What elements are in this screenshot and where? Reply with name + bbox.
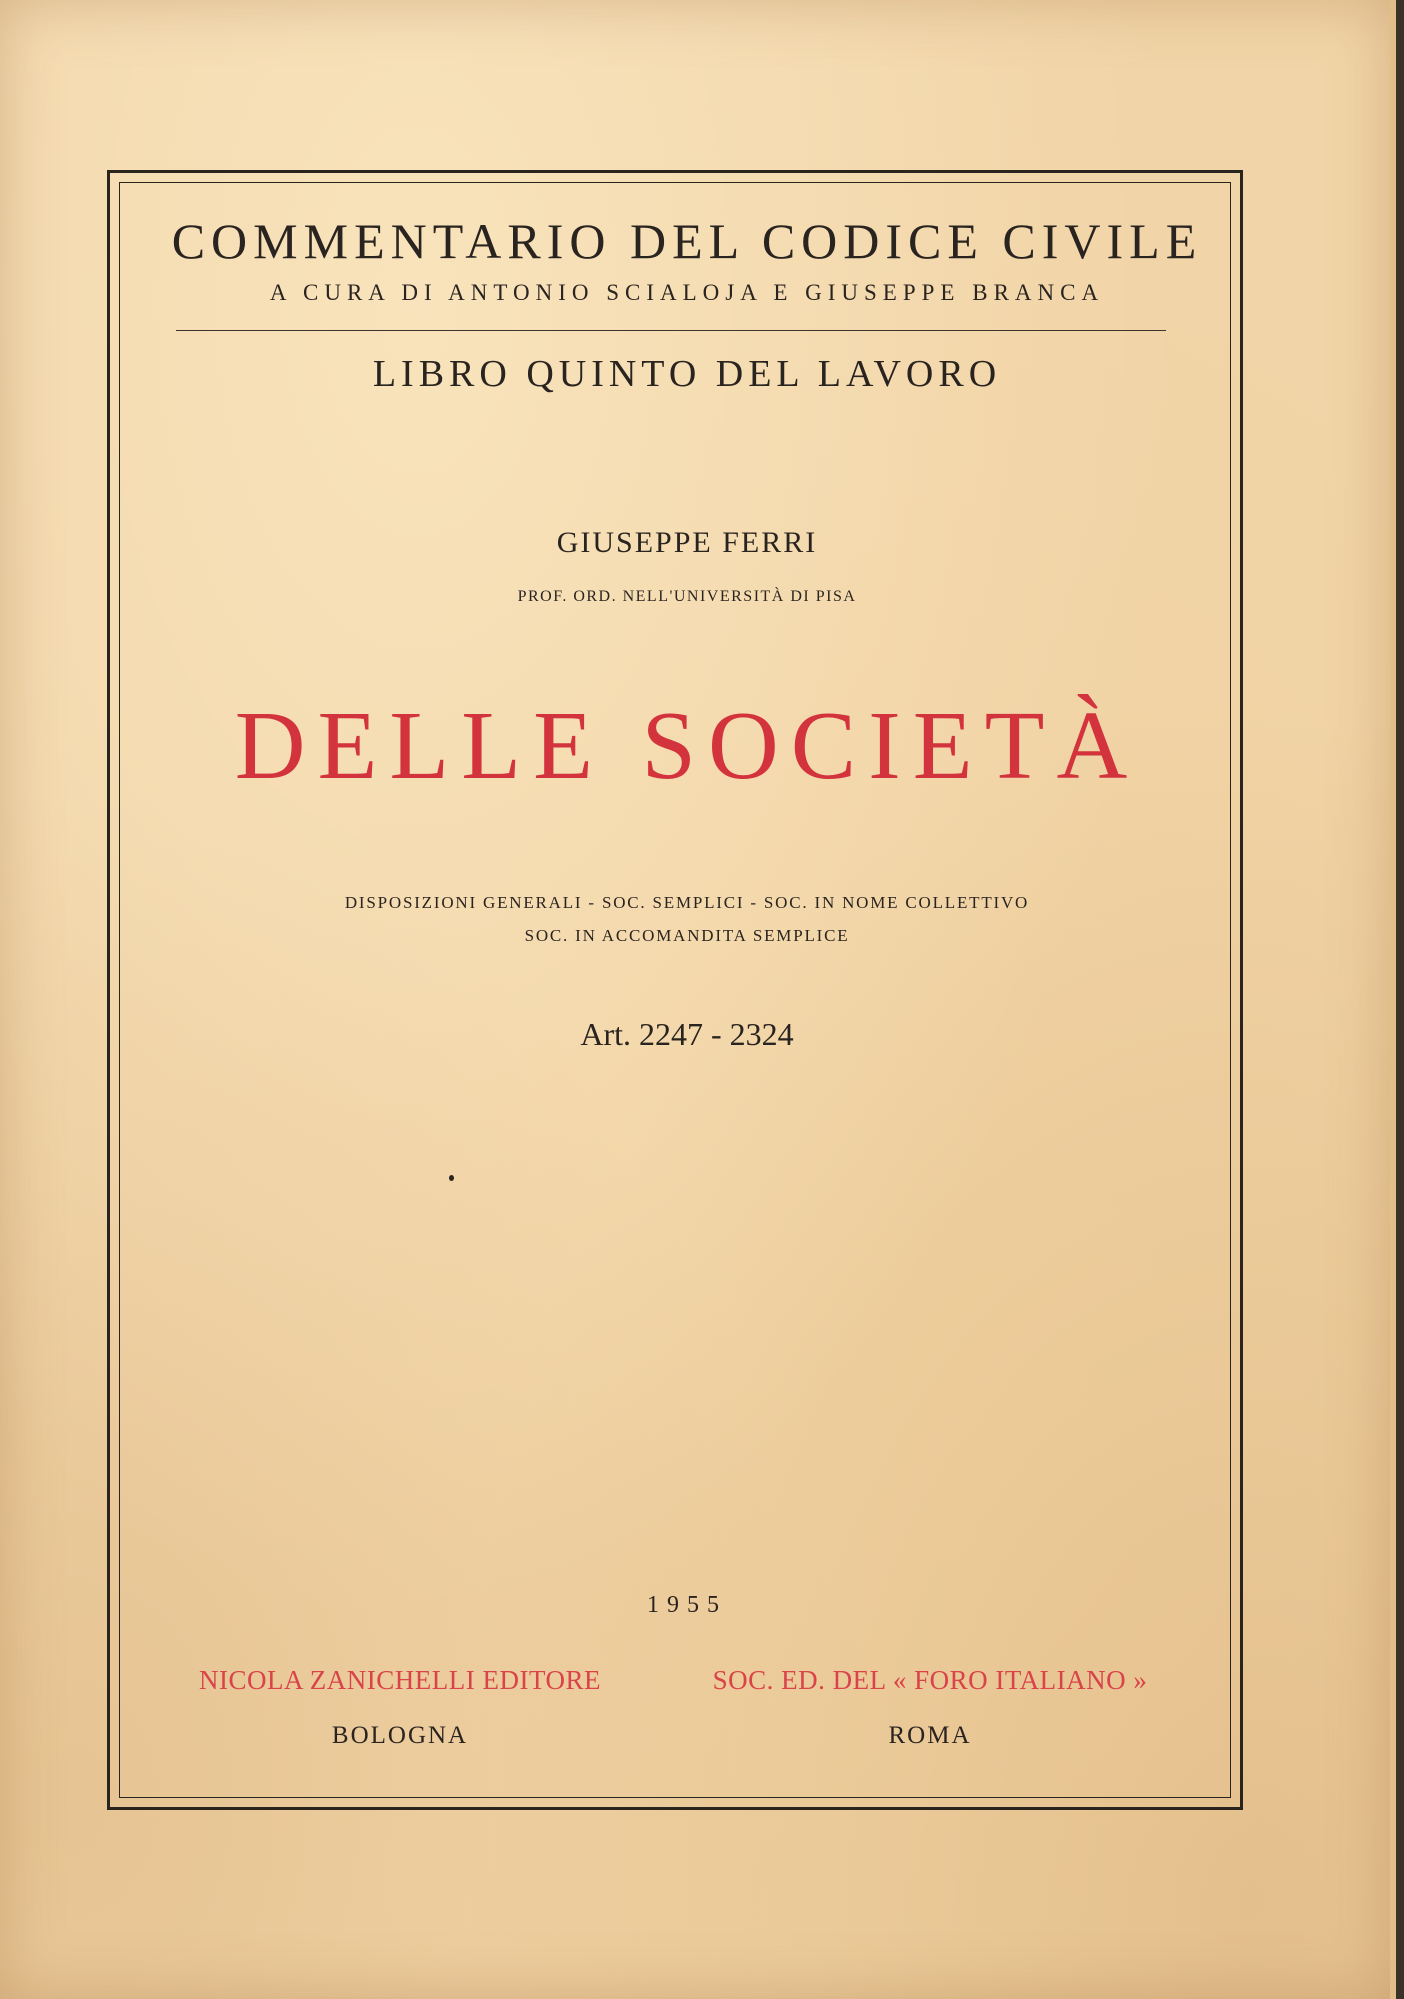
ink-speck (449, 1175, 454, 1181)
subjects-block (0, 886, 1382, 952)
main-title: DELLE SOCIETÀ (234, 692, 1140, 800)
publisher-left: NICOLA ZANICHELLI EDITORE (199, 1665, 601, 1695)
series-title: COMMENTARIO DEL CODICE CIVILE (171, 213, 1203, 269)
publisher-right: SOC. ED. DEL « FORO ITALIANO » (712, 1665, 1148, 1695)
subjects-line-2: SOC. IN ACCOMANDITA SEMPLICE (524, 926, 850, 945)
divider-rule (176, 330, 1166, 331)
city-left: BOLOGNA (331, 1722, 469, 1749)
city-right: ROMA (888, 1722, 972, 1749)
book-title: LIBRO QUINTO DEL LAVORO (372, 353, 1002, 395)
inner-border-frame (119, 182, 1231, 1798)
author-affiliation: PROF. ORD. NELL'UNIVERSITÀ DI PISA (517, 588, 857, 605)
articles-range: Art. 2247 - 2324 (580, 1016, 794, 1052)
publication-year: 1955 (647, 1592, 727, 1618)
author-name: GIUSEPPE FERRI (556, 526, 818, 559)
series-editors: A CURA DI ANTONIO SCIALOJA E GIUSEPPE BRANCA (269, 280, 1105, 305)
subjects-line-1: DISPOSIZIONI GENERALI - SOC. SEMPLICI - SOC. IN NOME COLLETTIVO (344, 893, 1030, 912)
